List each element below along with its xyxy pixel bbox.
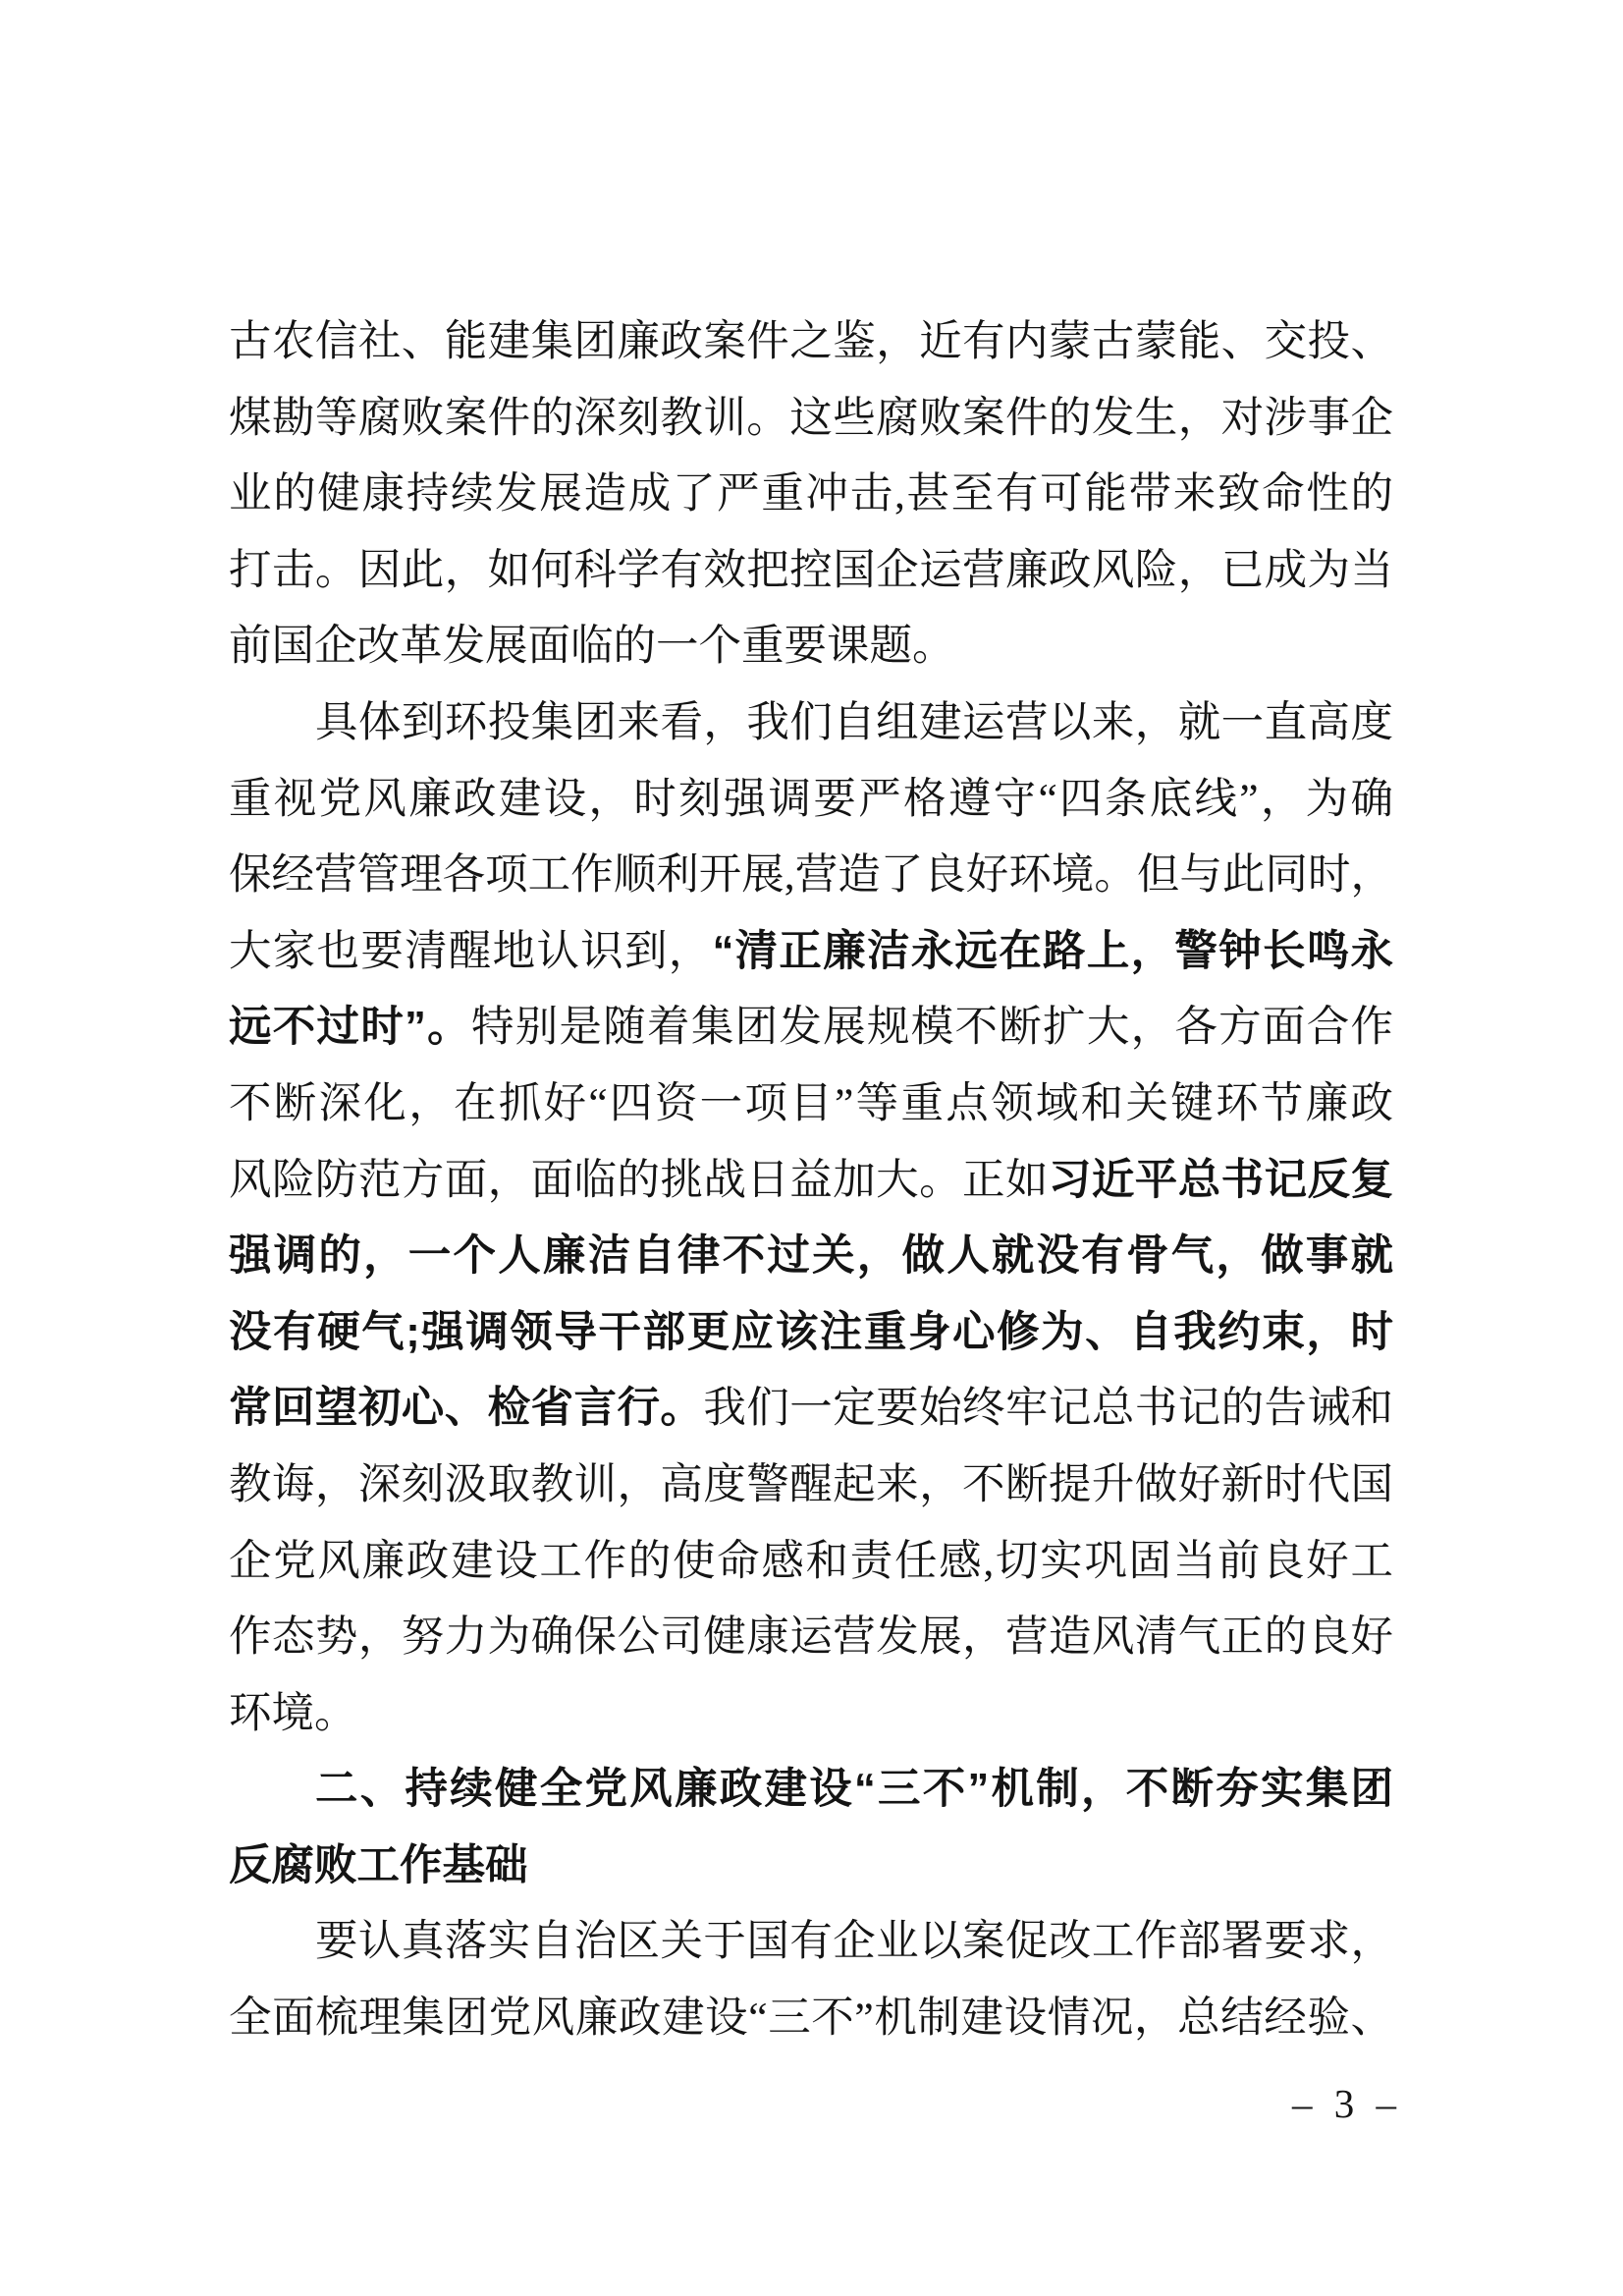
body-text: 不断深化，在抓好“四资一项目”等重点领域和关键环节廉政 xyxy=(229,1079,1393,1127)
body-text: 企党风廉政建设工作的使命感和责任感,切实巩固当前良好工 xyxy=(229,1537,1393,1585)
body-text: 业的健康持续发展造成了严重冲击,甚至有可能带来致命性的 xyxy=(229,470,1393,519)
emphasis-text: 反腐败工作基础 xyxy=(229,1841,528,1889)
text-line xyxy=(229,762,1393,839)
section-heading xyxy=(229,1752,1393,1904)
text-line xyxy=(229,1448,1393,1524)
text-line xyxy=(229,1829,1393,1905)
body-text: 作态势，努力为确保公司健康运营发展，营造风清气正的良好 xyxy=(229,1613,1393,1662)
body-text: 具体到环投集团来看，我们自组建运营以来，就一直高度 xyxy=(315,698,1393,746)
paragraph xyxy=(229,685,1393,1752)
emphasis-text: 常回望初心、检省言行。 xyxy=(229,1385,704,1433)
text-line xyxy=(229,304,1393,381)
body-text: 教诲，深刻汲取教训，高度警醒起来，不断提升做好新时代国 xyxy=(229,1460,1393,1508)
text-line xyxy=(229,381,1393,458)
body-text: 特别是随着集团发展规模不断扩大，各方面合作 xyxy=(470,1004,1393,1052)
text-line xyxy=(229,914,1393,991)
text-line xyxy=(229,1904,1393,1981)
text-line xyxy=(229,838,1393,914)
text-line xyxy=(229,1524,1393,1601)
text-line xyxy=(229,1752,1393,1829)
emphasis-text: 没有硬气;强调领导干部更应该注重身心修为、自我约束，时 xyxy=(229,1308,1393,1356)
text-line xyxy=(229,1676,1393,1753)
body-text: 环境。 xyxy=(229,1689,357,1737)
text-line xyxy=(229,1219,1393,1295)
body-text: 保经营管理各项工作顺利开展,营造了良好环境。但与此同时， xyxy=(229,851,1393,900)
text-line xyxy=(229,1981,1393,2057)
body-text: 重视党风廉政建设，时刻强调要严格遵守“四条底线”，为确 xyxy=(229,775,1393,823)
text-line xyxy=(229,609,1393,685)
body-text: 煤勘等腐败案件的深刻教训。这些腐败案件的发生，对涉事企 xyxy=(229,394,1393,442)
emphasis-text: 强调的，一个人廉洁自律不过关，做人就没有骨气，做事就 xyxy=(229,1232,1393,1281)
emphasis-text: “清正廉洁永远在路上，警钟长鸣永 xyxy=(712,927,1393,975)
paragraph xyxy=(229,1904,1393,2056)
body-text: 我们一定要始终牢记总书记的告诫和 xyxy=(703,1385,1393,1433)
text-line xyxy=(229,1143,1393,1220)
text-line xyxy=(229,533,1393,610)
text-line xyxy=(229,1371,1393,1448)
text-line xyxy=(229,1600,1393,1676)
page-number: – 3 – xyxy=(1292,2081,1402,2126)
body-text: 大家也要清醒地认识到， xyxy=(229,927,713,975)
emphasis-text: 习近平总书记反复 xyxy=(1048,1156,1393,1204)
document-body xyxy=(229,304,1393,2057)
text-line xyxy=(229,685,1393,762)
text-line xyxy=(229,1295,1393,1372)
text-line xyxy=(229,457,1393,533)
paragraph xyxy=(229,304,1393,685)
text-line xyxy=(229,990,1393,1066)
body-text: 要认真落实自治区关于国有企业以案促改工作部署要求， xyxy=(315,1918,1393,1966)
text-line xyxy=(229,1066,1393,1143)
body-text: 全面梳理集团党风廉政建设“三不”机制建设情况，总结经验、 xyxy=(229,1995,1393,2043)
emphasis-text: 远不过时”。 xyxy=(229,1004,471,1052)
body-text: 前国企改革发展面临的一个重要课题。 xyxy=(229,623,955,671)
body-text: 古农信社、能建集团廉政案件之鉴，近有内蒙古蒙能、交投、 xyxy=(229,318,1393,365)
body-text: 风险防范方面，面临的挑战日益加大。正如 xyxy=(229,1156,1049,1204)
emphasis-text: 二、持续健全党风廉政建设“三不”机制，不断夯实集团 xyxy=(315,1766,1393,1814)
body-text: 打击。因此，如何科学有效把控国企运营廉政风险，已成为当 xyxy=(229,546,1393,594)
